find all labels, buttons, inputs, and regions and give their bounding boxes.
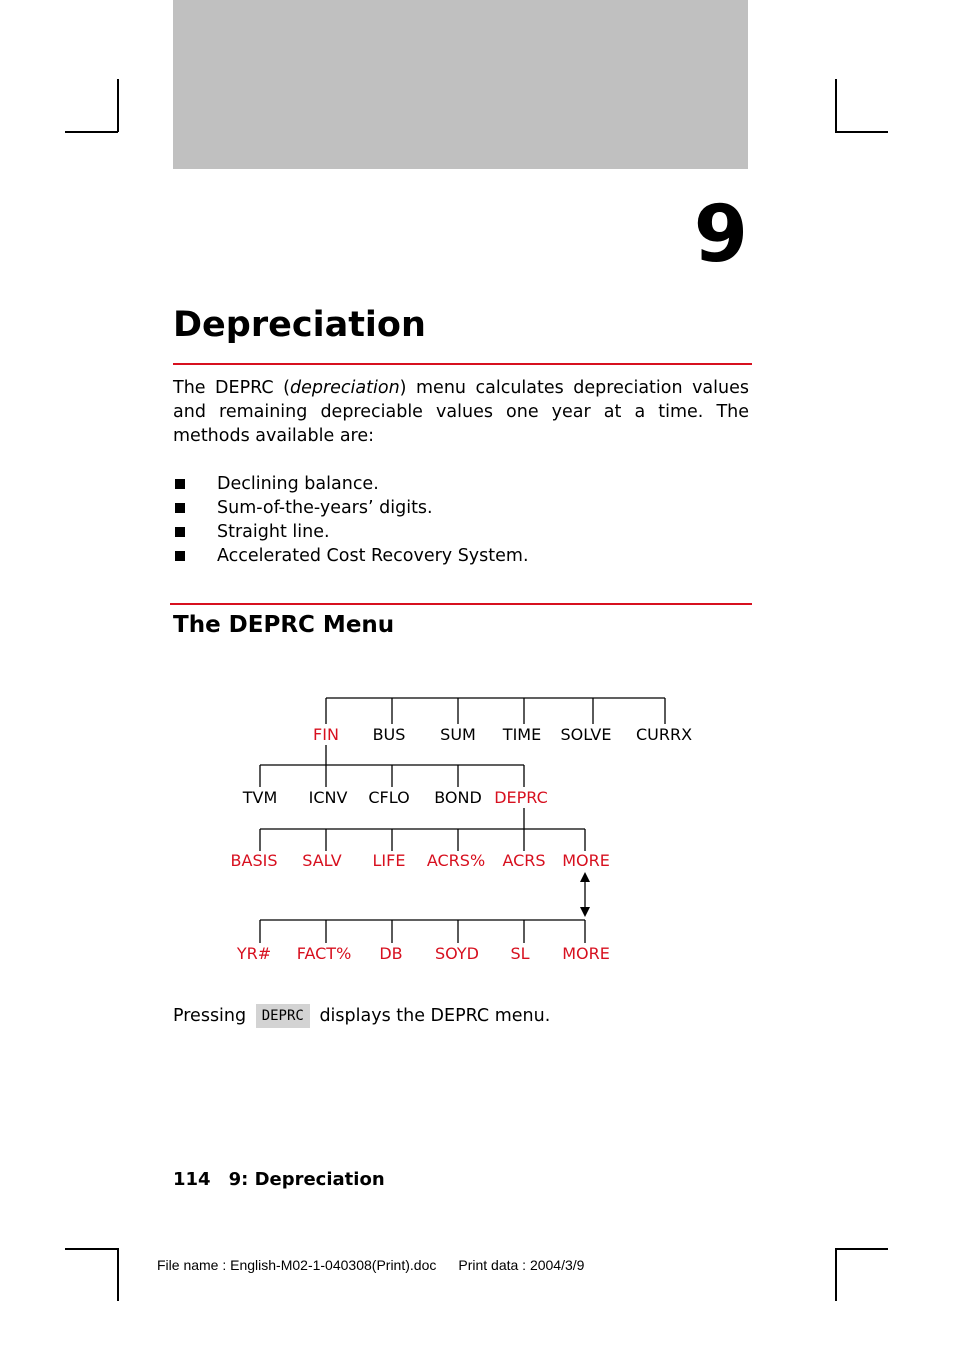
- arrow-up-icon: [580, 872, 590, 882]
- menu-key-more: MORE: [562, 851, 610, 870]
- menu-key-salv: SALV: [302, 851, 342, 870]
- arrow-down-icon: [580, 907, 590, 917]
- deprc-key: DEPRC: [256, 1004, 310, 1028]
- page-number: 114: [173, 1169, 211, 1190]
- menu-key-acrs: ACRS%: [426, 851, 486, 870]
- menu-key-fact: FACT%: [296, 944, 352, 963]
- menu-key-soyd: SOYD: [435, 944, 479, 963]
- section-title: The DEPRC Menu: [173, 612, 395, 638]
- menu-key-solve: SOLVE: [560, 725, 612, 744]
- footer-chapter-ref: 9: Depreciation: [228, 1169, 385, 1190]
- method-label: Accelerated Cost Recovery System.: [217, 546, 529, 566]
- page-footer: [173, 1169, 385, 1190]
- print-file-info: [157, 1257, 584, 1273]
- menu-key-fin: FIN: [313, 725, 339, 744]
- menu-key-db: DB: [379, 944, 403, 963]
- menu-key-life: LIFE: [372, 851, 406, 870]
- menu-key-sl: SL: [510, 944, 530, 963]
- file-name: File name : English-M02-1-040308(Print).doc: [157, 1257, 437, 1273]
- menu-key-time: TIME: [502, 725, 542, 744]
- menu-key-bus: BUS: [372, 725, 406, 744]
- menu-key-cflo: CFLO: [368, 788, 410, 807]
- method-label: Sum-of-the-years’ digits.: [217, 498, 433, 518]
- menu-key-icnv: ICNV: [308, 788, 348, 807]
- menu-key-sum: SUM: [440, 725, 476, 744]
- chapter-title: Depreciation: [173, 305, 426, 345]
- pressing-before: Pressing: [173, 1006, 247, 1026]
- menu-key-bond: BOND: [434, 788, 482, 807]
- intro-text-start: The DEPRC (: [173, 378, 290, 398]
- method-label: Straight line.: [217, 522, 330, 542]
- menu-key-tvm: TVM: [242, 788, 278, 807]
- menu-key-more: MORE: [562, 944, 610, 963]
- menu-key-deprc: DEPRC: [494, 788, 548, 807]
- chapter-number: 9: [693, 190, 748, 280]
- tree-labels: [231, 725, 693, 963]
- menu-key-currx: CURRX: [635, 725, 693, 744]
- menu-key-basis: BASIS: [230, 851, 278, 870]
- intro-italic-term: depreciation: [289, 378, 400, 398]
- menu-key-yr: YR#: [236, 944, 272, 963]
- method-label: Declining balance.: [217, 474, 379, 494]
- pressing-sentence: [173, 1003, 550, 1029]
- pressing-after: displays the DEPRC menu.: [319, 1006, 551, 1026]
- intro-text-rest: ) menu calculates depreciation values and remaining depreciable values one year at a time. The methods available are:: [173, 378, 749, 446]
- print-date: Print data : 2004/3/9: [458, 1257, 585, 1273]
- menu-key-acrs: ACRS: [502, 851, 546, 870]
